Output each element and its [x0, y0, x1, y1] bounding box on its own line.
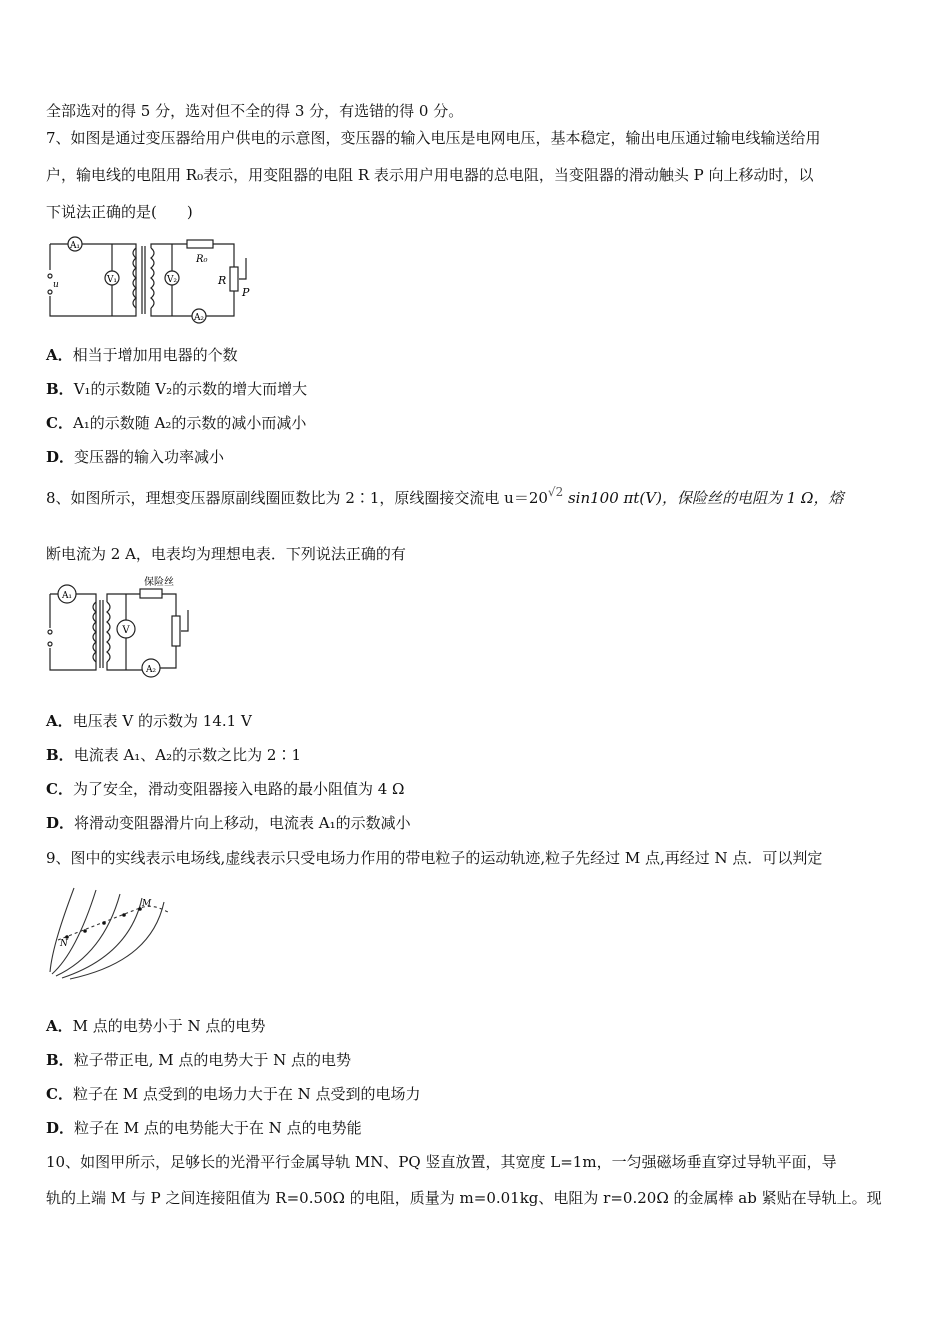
q8-option-c[interactable]	[46, 779, 404, 799]
option-text: 变压器的输入功率减小	[74, 448, 225, 466]
option-key: D．	[46, 1119, 75, 1137]
option-text: A₁的示数随 A₂的示数的减小而减小	[72, 414, 307, 432]
q7-stem-line2: 户，输电线的电阻用 R₀表示，用变阻器的电阻 R 表示用户用电器的总电阻，当变阻器的滑动触头 P 向上移动时，以	[46, 166, 814, 184]
point-m-label: M	[142, 899, 152, 909]
option-key: B．	[46, 1051, 74, 1069]
option-key: C．	[46, 414, 73, 432]
option-key: B．	[46, 380, 74, 398]
q7-option-b[interactable]	[46, 379, 307, 399]
q8-stem-line1	[46, 485, 910, 509]
sqrt2-symbol: √2	[547, 485, 564, 499]
option-text: 电流表 A₁、A₂的示数之比为 2∶1	[73, 746, 302, 764]
option-text: 为了安全，滑动变阻器接入电路的最小阻值为 4 Ω	[72, 780, 405, 798]
q7-option-d[interactable]	[46, 447, 224, 467]
option-key: B．	[46, 746, 74, 764]
q8-fuse-label: 保险丝	[144, 577, 174, 588]
q8-ammeter-a2-label: A₂	[145, 665, 157, 675]
q7-p-label: P	[242, 286, 250, 299]
option-text: 相当于增加用电器的个数	[72, 346, 238, 364]
q7-r-label: R	[218, 274, 227, 287]
q7-r0-label: R₀	[196, 254, 208, 265]
q8-stem-part2: sin100 πt(V)，保险丝的电阻为 1 Ω，熔	[563, 489, 844, 507]
option-text: 粒子带正电, M 点的电势大于 N 点的电势	[73, 1051, 352, 1069]
option-text: 电压表 V 的示数为 14.1 V	[72, 712, 252, 730]
q7-stem-line1: 7、如图是通过变压器给用户供电的示意图，变压器的输入电压是电网电压，基本稳定，输出电压通过输电线输送给用	[46, 129, 821, 147]
option-text: 将滑动变阻器滑片向上移动，电流表 A₁的示数减小	[74, 814, 411, 832]
q8-stem-part1: 8、如图所示，理想变压器原副线圈匝数比为 2∶1，原线圈接交流电 u＝20	[46, 489, 548, 507]
q7-circuit-diagram	[44, 234, 259, 326]
q7-voltmeter-v2-label: V₂	[166, 275, 178, 285]
q8-stem-line2: 断电流为 2 A，电表均为理想电表．下列说法正确的有	[46, 545, 406, 563]
q7-ammeter-a1-label: A₁	[69, 241, 81, 251]
q9-field-lines-diagram	[44, 880, 174, 980]
q9-option-d[interactable]	[46, 1118, 362, 1138]
option-text: V₁的示数随 V₂的示数的增大而增大	[73, 380, 308, 398]
option-key: C．	[46, 1085, 73, 1103]
q8-voltmeter-label: V	[122, 625, 130, 636]
q8-option-d[interactable]	[46, 813, 411, 833]
option-text: 粒子在 M 点的电势能大于在 N 点的电势能	[74, 1119, 362, 1137]
q9-option-a[interactable]	[46, 1016, 265, 1036]
point-n-label: N	[60, 939, 68, 949]
q7-voltmeter-v1-label: V₁	[106, 275, 118, 285]
q8-option-a[interactable]	[46, 711, 252, 731]
q9-option-c[interactable]	[46, 1084, 421, 1104]
intro-text: 全部选对的得 5 分，选对但不全的得 3 分，有选错的得 0 分。	[46, 102, 464, 120]
q8-circuit-diagram	[44, 576, 194, 680]
option-key: A．	[46, 712, 73, 730]
q7-u-label: u	[53, 280, 59, 290]
q10-stem-line1: 10、如图甲所示，足够长的光滑平行金属导轨 MN、PQ 竖直放置，其宽度 L=1m，一匀强磁场垂直穿过导轨平面，导	[46, 1153, 837, 1171]
option-key: D．	[46, 814, 75, 832]
q8-ammeter-a1-label: A₁	[61, 591, 73, 601]
q10-stem-line2: 轨的上端 M 与 P 之间连接阻值为 R=0.50Ω 的电阻，质量为 m=0.01kg、电阻为 r=0.20Ω 的金属棒 ab 紧贴在导轨上。现	[46, 1189, 882, 1207]
option-text: M 点的电势小于 N 点的电势	[72, 1017, 266, 1035]
q8-option-b[interactable]	[46, 745, 301, 765]
q7-option-c[interactable]	[46, 413, 306, 433]
option-key: D．	[46, 448, 75, 466]
q7-ammeter-a2-label: A₂	[193, 313, 205, 323]
q9-option-b[interactable]	[46, 1050, 351, 1070]
q7-stem-line3: 下说法正确的是( )	[46, 203, 193, 221]
option-key: A．	[46, 1017, 73, 1035]
q7-option-a[interactable]	[46, 345, 238, 365]
option-key: C．	[46, 780, 73, 798]
option-key: A．	[46, 346, 73, 364]
option-text: 粒子在 M 点受到的电场力大于在 N 点受到的电场力	[72, 1085, 421, 1103]
q9-stem-line1: 9、图中的实线表示电场线,虚线表示只受电场力作用的带电粒子的运动轨迹,粒子先经过 M 点,再经过 N 点．可以判定	[46, 849, 823, 867]
